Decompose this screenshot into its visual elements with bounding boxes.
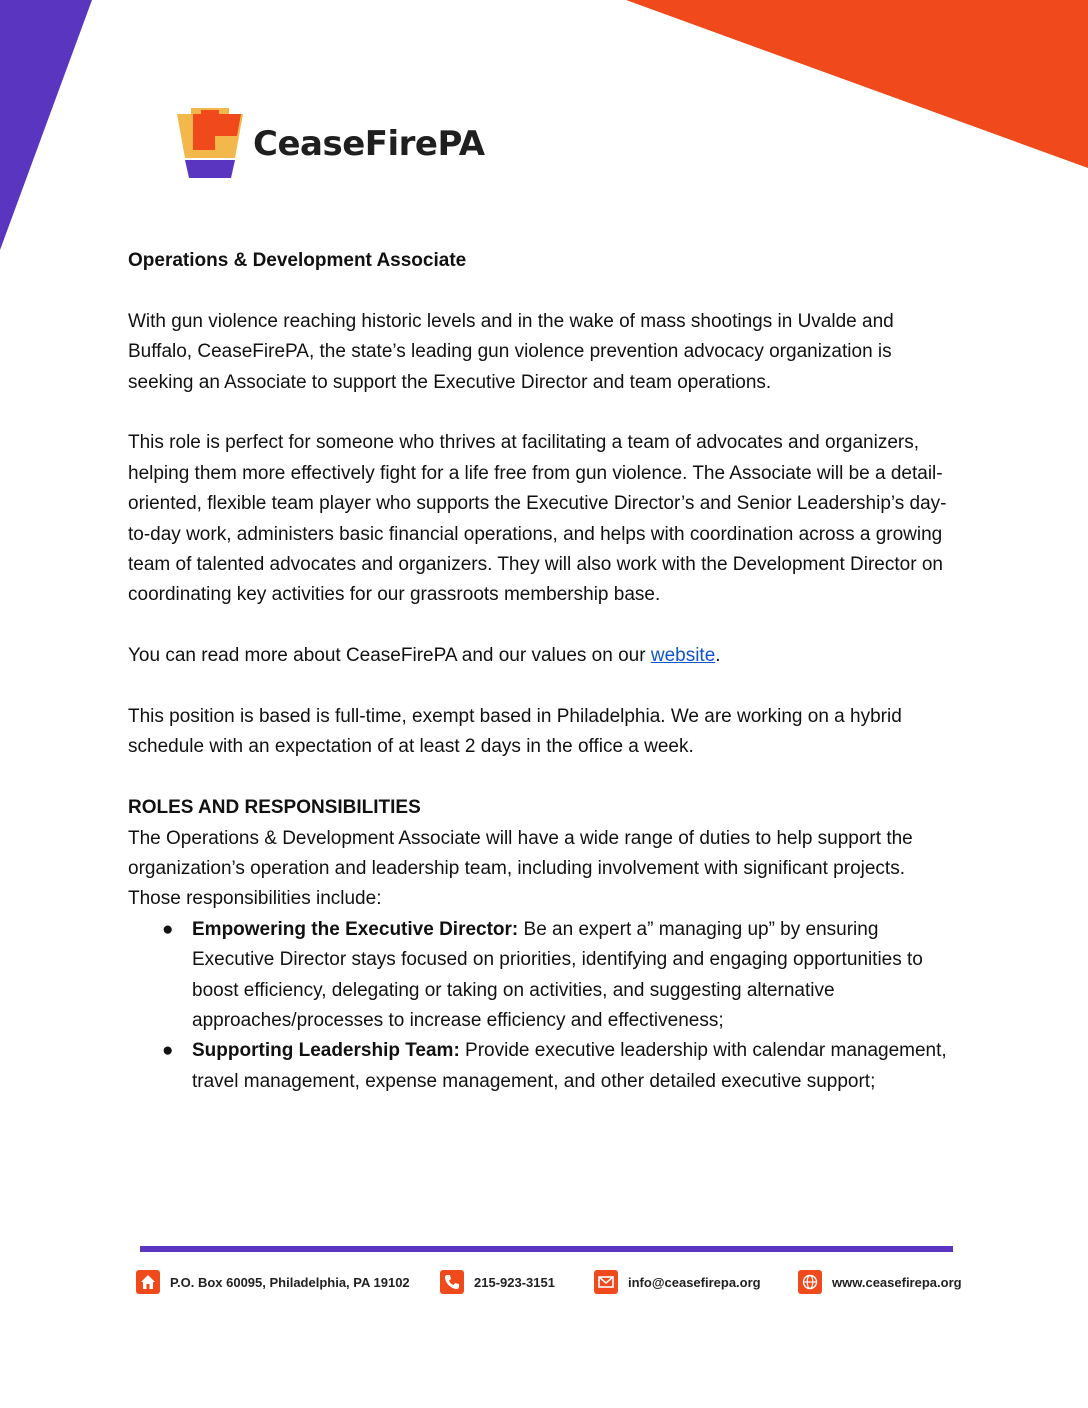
footer-email xyxy=(594,1269,761,1295)
location-paragraph: This position is based is full-time, exempt based in Philadelphia. We are working on a hybrid schedule with an expectation of at least 2 days in the office a week. xyxy=(128,706,902,758)
address-text: P.O. Box 60095, Philadelphia, PA 19102 xyxy=(170,1274,410,1290)
roles-intro: The Operations & Development Associate will have a wide range of duties to help support the organization’s operation and leadership team, including involvement with significant projects. Those responsibilities include: xyxy=(128,827,913,910)
home-icon xyxy=(136,1270,160,1294)
footer-divider xyxy=(140,1246,953,1252)
bullet: ● xyxy=(162,1040,174,1062)
bullet: ● xyxy=(162,918,174,940)
responsibility-title: Empowering the Executive Director: xyxy=(192,918,519,940)
list-item xyxy=(128,915,958,1037)
logo-wordmark: CeaseFirePA xyxy=(253,124,485,164)
responsibilities-list xyxy=(128,915,958,1097)
email-link[interactable]: info@ceasefirepa.org xyxy=(628,1274,761,1290)
purple-corner-decoration xyxy=(0,0,92,250)
ceasefirepa-logo xyxy=(175,108,535,184)
responsibility-title: Supporting Leadership Team: xyxy=(192,1040,460,1062)
website-paragraph xyxy=(128,641,958,671)
website-text-before: You can read more about CeaseFirePA and our values on our xyxy=(128,645,651,667)
phone-link[interactable]: 215-923-3151 xyxy=(474,1274,555,1290)
globe-icon xyxy=(798,1270,822,1294)
intro-paragraph-2: This role is perfect for someone who thrives at facilitating a team of advocates and organizers, helping them more effectively fight for a life free from gun violence. The Associate will be a detail-oriented, flexible team player who supports the Executive Director’s and Senior Leadership’s day-to-day work, administers basic financial operations, and helps with coordination across a growing team of talented advocates and organizers. They will also work with the Development Director on coordinating key activities for our grassroots membership base. xyxy=(128,432,947,606)
intro-paragraph-1: With gun violence reaching historic levels and in the wake of mass shootings in Uvalde and Buffalo, CeaseFirePA, the state’s leading gun violence prevention advocacy organization is seeking an Associate to support the Executive Director and team operations. xyxy=(128,310,894,393)
list-item xyxy=(128,1036,958,1097)
document-body xyxy=(128,246,958,1097)
footer-website xyxy=(798,1269,962,1295)
keystone-logo-mark xyxy=(175,108,245,180)
job-title: Operations & Development Associate xyxy=(128,250,467,271)
responsibility-text: Be an expert a” managing up” by ensuring Executive Director stays focused on priorities, identifying and engaging opportunities to boost efficiency, delegating or taking on activities, and suggesting alternative approaches/processes to increase efficiency and effectiveness; xyxy=(192,918,923,1032)
website-footer-link[interactable]: www.ceasefirepa.org xyxy=(832,1274,962,1290)
phone-icon xyxy=(440,1270,464,1294)
orange-corner-decoration xyxy=(626,0,1088,168)
website-text-after: . xyxy=(715,645,721,667)
footer-address xyxy=(136,1269,410,1295)
website-link[interactable]: website xyxy=(650,645,716,667)
roles-heading: ROLES AND RESPONSIBILITIES xyxy=(128,797,421,819)
mail-icon xyxy=(594,1270,618,1294)
responsibility-text: Provide executive leadership with calendar management, travel management, expense management, and other detailed executive support; xyxy=(192,1040,947,1092)
footer-phone xyxy=(440,1269,555,1295)
